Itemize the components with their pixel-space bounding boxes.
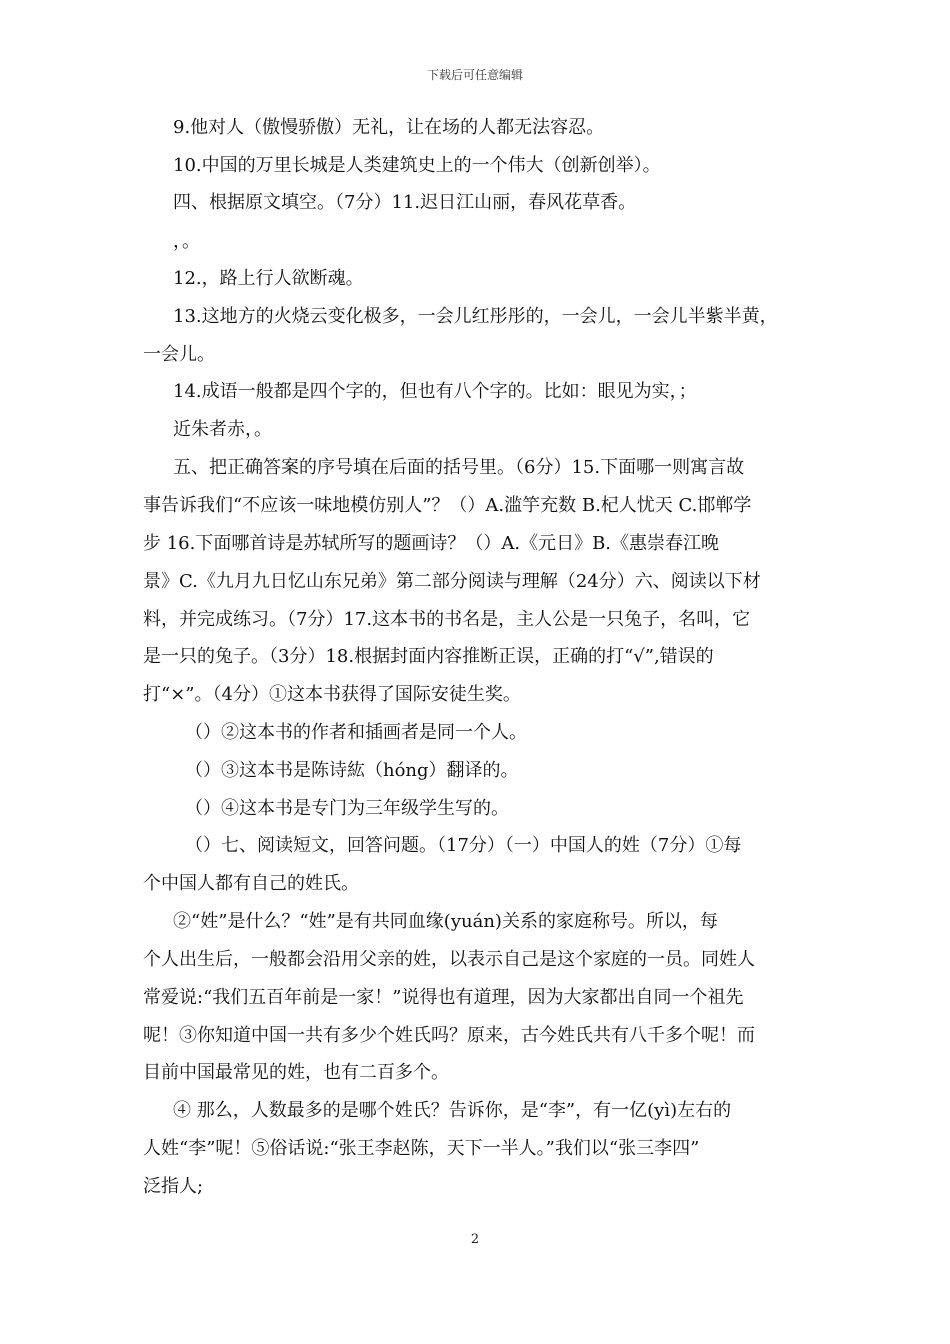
text-line: 五、把正确答案的序号填在后面的括号里。（6分）15.下面哪一则寓言故 — [173, 457, 745, 478]
text-line: 13.这地方的火烧云变化极多，一会儿红彤彤的，一会儿，一会儿半紫半黄， — [173, 306, 778, 327]
page-header: 下载后可任意编辑 — [426, 68, 523, 82]
text-line: 人姓“李”呢！⑤俗话说:“张王李赵陈，天下一半人。”我们以“张三李四” — [143, 1138, 700, 1159]
text-line: 步 16.下面哪首诗是苏轼所写的题画诗？（）A.《元日》B.《惠崇春江晚 — [143, 533, 720, 554]
text-line: （）七、阅读短文，回答问题。（17分）（一）中国人的姓（7分）①每 — [185, 835, 742, 856]
text-line: 个人出生后，一般都会沿用父亲的姓，以表示自己是这个家庭的一员。同姓人 — [143, 949, 755, 970]
text-line: （）④这本书是专门为三年级学生写的。 — [185, 798, 509, 819]
text-line: 常爱说:“我们五百年前是一家！”说得也有道理，因为大家都出自同一个祖先 — [143, 987, 744, 1008]
text-line: 12.，路上行人欲断魂。 — [173, 268, 364, 289]
text-line: ，。 — [173, 231, 200, 252]
page-number: 2 — [470, 1232, 480, 1247]
text-line: 是一只的兔子。（3分）18.根据封面内容推断正误，正确的打“√”,错误的 — [143, 646, 714, 667]
text-line: ②“姓”是什么？“姓”是有共同血缘(yuán)关系的家庭称号。所以，每 — [173, 911, 718, 932]
text-line: 个中国人都有自己的姓氏。 — [143, 873, 359, 894]
text-line: 14.成语一般都是四个字的，但也有八个字的。比如：眼见为实，； — [173, 381, 697, 402]
text-line: 四、根据原文填空。（7分）11.迟日江山丽，春风花草香。 — [173, 192, 637, 213]
text-line: 9.他对人（傲慢骄傲）无礼，让在场的人都无法容忍。 — [173, 117, 605, 138]
text-line: ④ 那么，人数最多的是哪个姓氏？告诉你，是“李”，有一亿(yì)左右的 — [173, 1100, 732, 1121]
text-line: 料，并完成练习。（7分）17.这本书的书名是，主人公是一只兔子，名叫，它 — [143, 609, 751, 630]
text-line: 一会儿。 — [143, 344, 215, 365]
text-line: 目前中国最常见的姓，也有二百多个。 — [143, 1062, 449, 1083]
text-line: 泛指人; — [143, 1176, 204, 1197]
text-line: 呢！③你知道中国一共有多少个姓氏吗？原来，古今姓氏共有八千多个呢！而 — [143, 1025, 755, 1046]
text-line: （）③这本书是陈诗紘（hóng）翻译的。 — [185, 760, 519, 781]
text-line: 打“×”。（4分）①这本书获得了国际安徒生奖。 — [143, 684, 521, 705]
text-line: （）②这本书的作者和插画者是同一个人。 — [185, 722, 527, 743]
text-line: 10.中国的万里长城是人类建筑史上的一个伟大（创新创举）。 — [173, 155, 661, 176]
text-line: 事告诉我们“不应该一味地模仿别人”？（）A.滥竽充数 B.杞人忧天 C.邯郸学 — [143, 495, 752, 516]
text-line: 近朱者赤，。 — [173, 419, 272, 440]
text-line: 景》C.《九月九日忆山东兄弟》第二部分阅读与理解（24分）六、阅读以下材 — [143, 571, 761, 592]
